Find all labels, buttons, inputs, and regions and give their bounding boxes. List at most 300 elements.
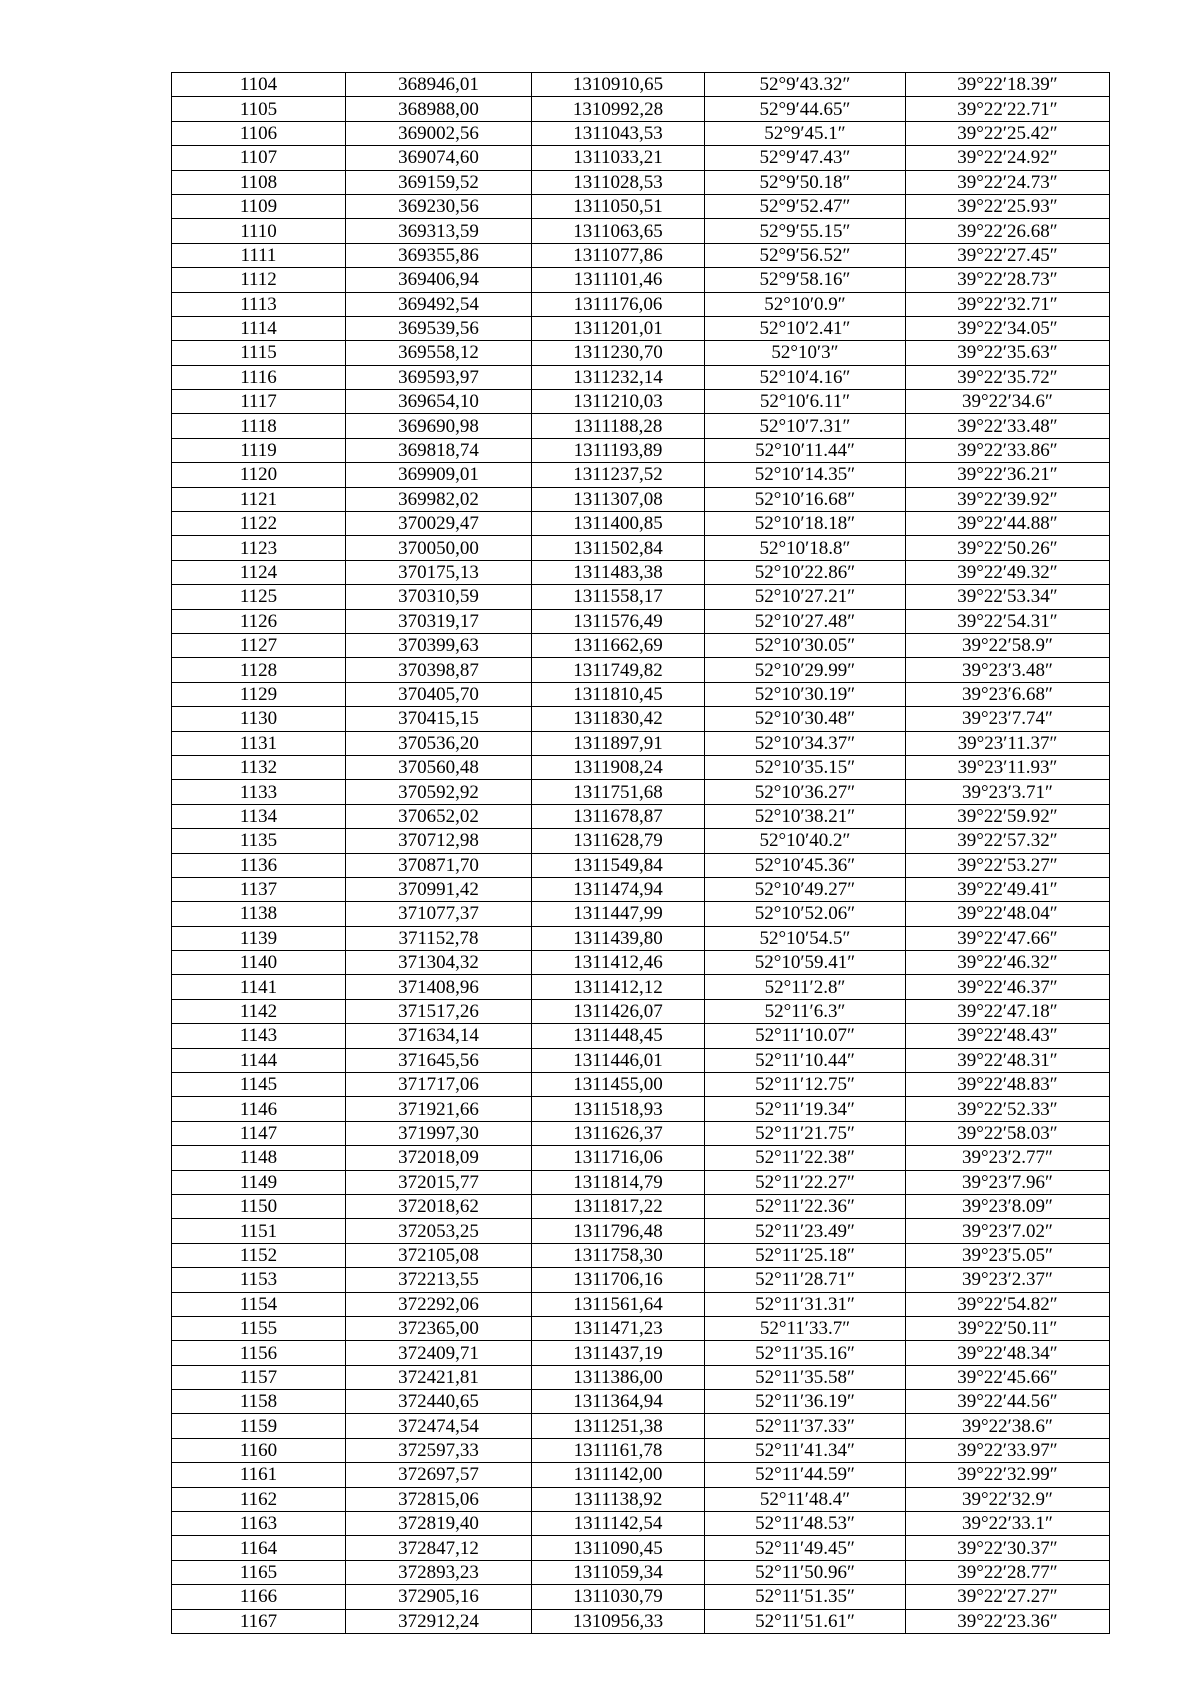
table-row	[172, 1268, 1110, 1292]
longitude-cell: 39°22′32.71″	[906, 292, 1110, 316]
latitude-cell: 52°11′22.27″	[705, 1170, 906, 1194]
x-coordinate-cell: 369558,12	[346, 341, 532, 365]
longitude-cell: 39°22′52.33″	[906, 1097, 1110, 1121]
x-coordinate-cell: 371997,30	[346, 1121, 532, 1145]
table-row	[172, 316, 1110, 340]
y-coordinate-cell: 1311662,69	[532, 633, 705, 657]
longitude-cell: 39°22′18.39″	[906, 73, 1110, 97]
point-number-cell: 1155	[172, 1316, 346, 1340]
point-number-cell: 1106	[172, 121, 346, 145]
x-coordinate-cell: 372365,00	[346, 1316, 532, 1340]
x-coordinate-cell: 372018,62	[346, 1194, 532, 1218]
x-coordinate-cell: 370050,00	[346, 536, 532, 560]
point-number-cell: 1124	[172, 560, 346, 584]
table-row	[172, 1341, 1110, 1365]
x-coordinate-cell: 372292,06	[346, 1292, 532, 1316]
table-row	[172, 1390, 1110, 1414]
latitude-cell: 52°10′6.11″	[705, 390, 906, 414]
table-row	[172, 707, 1110, 731]
longitude-cell: 39°22′23.36″	[906, 1609, 1110, 1633]
table-row	[172, 219, 1110, 243]
longitude-cell: 39°22′24.92″	[906, 146, 1110, 170]
point-number-cell: 1147	[172, 1121, 346, 1145]
point-number-cell: 1105	[172, 97, 346, 121]
y-coordinate-cell: 1311678,87	[532, 804, 705, 828]
point-number-cell: 1129	[172, 682, 346, 706]
x-coordinate-cell: 370991,42	[346, 877, 532, 901]
latitude-cell: 52°11′31.31″	[705, 1292, 906, 1316]
latitude-cell: 52°11′36.19″	[705, 1390, 906, 1414]
point-number-cell: 1126	[172, 609, 346, 633]
x-coordinate-cell: 370592,92	[346, 780, 532, 804]
latitude-cell: 52°10′36.27″	[705, 780, 906, 804]
table-row	[172, 560, 1110, 584]
y-coordinate-cell: 1311483,38	[532, 560, 705, 584]
x-coordinate-cell: 369230,56	[346, 194, 532, 218]
point-number-cell: 1110	[172, 219, 346, 243]
y-coordinate-cell: 1311364,94	[532, 1390, 705, 1414]
table-row	[172, 731, 1110, 755]
x-coordinate-cell: 371152,78	[346, 926, 532, 950]
table-row	[172, 512, 1110, 536]
table-row	[172, 97, 1110, 121]
longitude-cell: 39°22′57.32″	[906, 829, 1110, 853]
latitude-cell: 52°10′52.06″	[705, 902, 906, 926]
point-number-cell: 1158	[172, 1390, 346, 1414]
x-coordinate-cell: 371634,14	[346, 1024, 532, 1048]
point-number-cell: 1118	[172, 414, 346, 438]
y-coordinate-cell: 1311138,92	[532, 1487, 705, 1511]
x-coordinate-cell: 369818,74	[346, 438, 532, 462]
longitude-cell: 39°23′7.74″	[906, 707, 1110, 731]
table-row	[172, 1146, 1110, 1170]
longitude-cell: 39°22′35.63″	[906, 341, 1110, 365]
latitude-cell: 52°11′6.3″	[705, 999, 906, 1023]
y-coordinate-cell: 1311474,94	[532, 877, 705, 901]
point-number-cell: 1120	[172, 463, 346, 487]
point-number-cell: 1162	[172, 1487, 346, 1511]
point-number-cell: 1143	[172, 1024, 346, 1048]
longitude-cell: 39°22′45.66″	[906, 1365, 1110, 1389]
latitude-cell: 52°10′27.21″	[705, 585, 906, 609]
point-number-cell: 1144	[172, 1048, 346, 1072]
table-row	[172, 1560, 1110, 1584]
table-row	[172, 268, 1110, 292]
longitude-cell: 39°23′3.48″	[906, 658, 1110, 682]
point-number-cell: 1160	[172, 1438, 346, 1462]
point-number-cell: 1127	[172, 633, 346, 657]
point-number-cell: 1128	[172, 658, 346, 682]
table-row	[172, 1487, 1110, 1511]
y-coordinate-cell: 1311077,86	[532, 243, 705, 267]
table-row	[172, 1414, 1110, 1438]
longitude-cell: 39°23′6.68″	[906, 682, 1110, 706]
point-number-cell: 1123	[172, 536, 346, 560]
latitude-cell: 52°10′11.44″	[705, 438, 906, 462]
x-coordinate-cell: 372905,16	[346, 1585, 532, 1609]
longitude-cell: 39°23′2.37″	[906, 1268, 1110, 1292]
longitude-cell: 39°22′58.9″	[906, 633, 1110, 657]
latitude-cell: 52°11′48.53″	[705, 1512, 906, 1536]
y-coordinate-cell: 1311188,28	[532, 414, 705, 438]
longitude-cell: 39°22′28.77″	[906, 1560, 1110, 1584]
longitude-cell: 39°22′33.86″	[906, 438, 1110, 462]
point-number-cell: 1145	[172, 1073, 346, 1097]
y-coordinate-cell: 1310956,33	[532, 1609, 705, 1633]
x-coordinate-cell: 370405,70	[346, 682, 532, 706]
x-coordinate-cell: 370399,63	[346, 633, 532, 657]
point-number-cell: 1111	[172, 243, 346, 267]
longitude-cell: 39°22′32.99″	[906, 1463, 1110, 1487]
y-coordinate-cell: 1311426,07	[532, 999, 705, 1023]
table-row	[172, 1365, 1110, 1389]
longitude-cell: 39°22′27.45″	[906, 243, 1110, 267]
table-row	[172, 902, 1110, 926]
longitude-cell: 39°22′47.66″	[906, 926, 1110, 950]
y-coordinate-cell: 1311251,38	[532, 1414, 705, 1438]
latitude-cell: 52°10′3″	[705, 341, 906, 365]
latitude-cell: 52°11′23.49″	[705, 1219, 906, 1243]
table-row	[172, 365, 1110, 389]
point-number-cell: 1113	[172, 292, 346, 316]
point-number-cell: 1161	[172, 1463, 346, 1487]
y-coordinate-cell: 1311063,65	[532, 219, 705, 243]
y-coordinate-cell: 1311201,01	[532, 316, 705, 340]
latitude-cell: 52°10′7.31″	[705, 414, 906, 438]
latitude-cell: 52°11′51.35″	[705, 1585, 906, 1609]
point-number-cell: 1135	[172, 829, 346, 853]
table-row	[172, 951, 1110, 975]
longitude-cell: 39°22′50.26″	[906, 536, 1110, 560]
y-coordinate-cell: 1311716,06	[532, 1146, 705, 1170]
y-coordinate-cell: 1311455,00	[532, 1073, 705, 1097]
x-coordinate-cell: 370175,13	[346, 560, 532, 584]
table-row	[172, 755, 1110, 779]
table-row	[172, 658, 1110, 682]
longitude-cell: 39°22′54.82″	[906, 1292, 1110, 1316]
y-coordinate-cell: 1311030,79	[532, 1585, 705, 1609]
table-row	[172, 341, 1110, 365]
y-coordinate-cell: 1311751,68	[532, 780, 705, 804]
y-coordinate-cell: 1311101,46	[532, 268, 705, 292]
longitude-cell: 39°22′26.68″	[906, 219, 1110, 243]
x-coordinate-cell: 372597,33	[346, 1438, 532, 1462]
y-coordinate-cell: 1311161,78	[532, 1438, 705, 1462]
point-number-cell: 1108	[172, 170, 346, 194]
y-coordinate-cell: 1311576,49	[532, 609, 705, 633]
latitude-cell: 52°11′51.61″	[705, 1609, 906, 1633]
x-coordinate-cell: 372015,77	[346, 1170, 532, 1194]
x-coordinate-cell: 372409,71	[346, 1341, 532, 1365]
y-coordinate-cell: 1311230,70	[532, 341, 705, 365]
longitude-cell: 39°22′28.73″	[906, 268, 1110, 292]
longitude-cell: 39°22′34.6″	[906, 390, 1110, 414]
latitude-cell: 52°10′27.48″	[705, 609, 906, 633]
point-number-cell: 1157	[172, 1365, 346, 1389]
point-number-cell: 1139	[172, 926, 346, 950]
point-number-cell: 1150	[172, 1194, 346, 1218]
longitude-cell: 39°22′33.48″	[906, 414, 1110, 438]
latitude-cell: 52°11′19.34″	[705, 1097, 906, 1121]
coordinates-table-body	[172, 73, 1110, 1634]
point-number-cell: 1117	[172, 390, 346, 414]
point-number-cell: 1153	[172, 1268, 346, 1292]
table-row	[172, 780, 1110, 804]
table-row	[172, 585, 1110, 609]
longitude-cell: 39°22′22.71″	[906, 97, 1110, 121]
table-row	[172, 170, 1110, 194]
latitude-cell: 52°10′49.27″	[705, 877, 906, 901]
y-coordinate-cell: 1311033,21	[532, 146, 705, 170]
longitude-cell: 39°22′33.97″	[906, 1438, 1110, 1462]
point-number-cell: 1133	[172, 780, 346, 804]
y-coordinate-cell: 1311758,30	[532, 1243, 705, 1267]
x-coordinate-cell: 369539,56	[346, 316, 532, 340]
point-number-cell: 1115	[172, 341, 346, 365]
latitude-cell: 52°10′29.99″	[705, 658, 906, 682]
latitude-cell: 52°9′52.47″	[705, 194, 906, 218]
latitude-cell: 52°10′30.19″	[705, 682, 906, 706]
point-number-cell: 1136	[172, 853, 346, 877]
y-coordinate-cell: 1311626,37	[532, 1121, 705, 1145]
latitude-cell: 52°11′50.96″	[705, 1560, 906, 1584]
table-row	[172, 1097, 1110, 1121]
latitude-cell: 52°9′55.15″	[705, 219, 906, 243]
y-coordinate-cell: 1311448,45	[532, 1024, 705, 1048]
table-row	[172, 1219, 1110, 1243]
latitude-cell: 52°11′41.34″	[705, 1438, 906, 1462]
longitude-cell: 39°22′50.11″	[906, 1316, 1110, 1340]
longitude-cell: 39°22′48.43″	[906, 1024, 1110, 1048]
latitude-cell: 52°11′44.59″	[705, 1463, 906, 1487]
y-coordinate-cell: 1311518,93	[532, 1097, 705, 1121]
table-row	[172, 1243, 1110, 1267]
table-row	[172, 146, 1110, 170]
latitude-cell: 52°11′28.71″	[705, 1268, 906, 1292]
x-coordinate-cell: 372105,08	[346, 1243, 532, 1267]
longitude-cell: 39°22′36.21″	[906, 463, 1110, 487]
latitude-cell: 52°11′10.44″	[705, 1048, 906, 1072]
point-number-cell: 1159	[172, 1414, 346, 1438]
table-row	[172, 1463, 1110, 1487]
y-coordinate-cell: 1311817,22	[532, 1194, 705, 1218]
x-coordinate-cell: 371304,32	[346, 951, 532, 975]
longitude-cell: 39°22′44.56″	[906, 1390, 1110, 1414]
y-coordinate-cell: 1310910,65	[532, 73, 705, 97]
table-row	[172, 877, 1110, 901]
point-number-cell: 1165	[172, 1560, 346, 1584]
x-coordinate-cell: 370652,02	[346, 804, 532, 828]
x-coordinate-cell: 369492,54	[346, 292, 532, 316]
point-number-cell: 1130	[172, 707, 346, 731]
latitude-cell: 52°11′33.7″	[705, 1316, 906, 1340]
longitude-cell: 39°23′5.05″	[906, 1243, 1110, 1267]
point-number-cell: 1140	[172, 951, 346, 975]
longitude-cell: 39°22′53.34″	[906, 585, 1110, 609]
y-coordinate-cell: 1311028,53	[532, 170, 705, 194]
y-coordinate-cell: 1311142,54	[532, 1512, 705, 1536]
y-coordinate-cell: 1311897,91	[532, 731, 705, 755]
x-coordinate-cell: 368988,00	[346, 97, 532, 121]
table-row	[172, 1292, 1110, 1316]
y-coordinate-cell: 1311412,12	[532, 975, 705, 999]
x-coordinate-cell: 372815,06	[346, 1487, 532, 1511]
coordinates-table	[171, 72, 1110, 1634]
latitude-cell: 52°11′25.18″	[705, 1243, 906, 1267]
x-coordinate-cell: 371517,26	[346, 999, 532, 1023]
latitude-cell: 52°9′45.1″	[705, 121, 906, 145]
longitude-cell: 39°22′53.27″	[906, 853, 1110, 877]
table-row	[172, 1048, 1110, 1072]
y-coordinate-cell: 1311400,85	[532, 512, 705, 536]
longitude-cell: 39°22′48.31″	[906, 1048, 1110, 1072]
table-row	[172, 1536, 1110, 1560]
x-coordinate-cell: 372912,24	[346, 1609, 532, 1633]
point-number-cell: 1132	[172, 755, 346, 779]
point-number-cell: 1138	[172, 902, 346, 926]
x-coordinate-cell: 372440,65	[346, 1390, 532, 1414]
table-row	[172, 1194, 1110, 1218]
latitude-cell: 52°9′47.43″	[705, 146, 906, 170]
point-number-cell: 1163	[172, 1512, 346, 1536]
longitude-cell: 39°22′24.73″	[906, 170, 1110, 194]
table-row	[172, 1024, 1110, 1048]
latitude-cell: 52°11′35.16″	[705, 1341, 906, 1365]
y-coordinate-cell: 1311439,80	[532, 926, 705, 950]
latitude-cell: 52°10′54.5″	[705, 926, 906, 950]
point-number-cell: 1146	[172, 1097, 346, 1121]
table-row	[172, 829, 1110, 853]
table-row	[172, 1170, 1110, 1194]
latitude-cell: 52°10′35.15″	[705, 755, 906, 779]
latitude-cell: 52°11′2.8″	[705, 975, 906, 999]
longitude-cell: 39°23′11.93″	[906, 755, 1110, 779]
longitude-cell: 39°22′46.37″	[906, 975, 1110, 999]
table-row	[172, 487, 1110, 511]
point-number-cell: 1164	[172, 1536, 346, 1560]
longitude-cell: 39°23′2.77″	[906, 1146, 1110, 1170]
latitude-cell: 52°10′40.2″	[705, 829, 906, 853]
longitude-cell: 39°22′30.37″	[906, 1536, 1110, 1560]
longitude-cell: 39°22′49.41″	[906, 877, 1110, 901]
point-number-cell: 1142	[172, 999, 346, 1023]
table-row	[172, 999, 1110, 1023]
y-coordinate-cell: 1311628,79	[532, 829, 705, 853]
longitude-cell: 39°22′48.83″	[906, 1073, 1110, 1097]
point-number-cell: 1141	[172, 975, 346, 999]
latitude-cell: 52°11′21.75″	[705, 1121, 906, 1145]
y-coordinate-cell: 1311050,51	[532, 194, 705, 218]
y-coordinate-cell: 1311830,42	[532, 707, 705, 731]
x-coordinate-cell: 371077,37	[346, 902, 532, 926]
table-row	[172, 926, 1110, 950]
latitude-cell: 52°9′43.32″	[705, 73, 906, 97]
y-coordinate-cell: 1311446,01	[532, 1048, 705, 1072]
x-coordinate-cell: 368946,01	[346, 73, 532, 97]
longitude-cell: 39°23′7.02″	[906, 1219, 1110, 1243]
latitude-cell: 52°11′35.58″	[705, 1365, 906, 1389]
y-coordinate-cell: 1310992,28	[532, 97, 705, 121]
longitude-cell: 39°22′25.42″	[906, 121, 1110, 145]
point-number-cell: 1119	[172, 438, 346, 462]
longitude-cell: 39°22′39.92″	[906, 487, 1110, 511]
y-coordinate-cell: 1311561,64	[532, 1292, 705, 1316]
longitude-cell: 39°23′3.71″	[906, 780, 1110, 804]
x-coordinate-cell: 370415,15	[346, 707, 532, 731]
x-coordinate-cell: 370398,87	[346, 658, 532, 682]
latitude-cell: 52°10′18.18″	[705, 512, 906, 536]
point-number-cell: 1107	[172, 146, 346, 170]
longitude-cell: 39°22′46.32″	[906, 951, 1110, 975]
table-row	[172, 804, 1110, 828]
point-number-cell: 1121	[172, 487, 346, 511]
y-coordinate-cell: 1311176,06	[532, 292, 705, 316]
x-coordinate-cell: 371408,96	[346, 975, 532, 999]
longitude-cell: 39°22′59.92″	[906, 804, 1110, 828]
latitude-cell: 52°10′4.16″	[705, 365, 906, 389]
x-coordinate-cell: 370310,59	[346, 585, 532, 609]
longitude-cell: 39°22′25.93″	[906, 194, 1110, 218]
table-row	[172, 1512, 1110, 1536]
table-row	[172, 682, 1110, 706]
x-coordinate-cell: 371717,06	[346, 1073, 532, 1097]
longitude-cell: 39°22′47.18″	[906, 999, 1110, 1023]
x-coordinate-cell: 371645,56	[346, 1048, 532, 1072]
point-number-cell: 1156	[172, 1341, 346, 1365]
longitude-cell: 39°22′48.34″	[906, 1341, 1110, 1365]
point-number-cell: 1154	[172, 1292, 346, 1316]
y-coordinate-cell: 1311237,52	[532, 463, 705, 487]
latitude-cell: 52°11′22.38″	[705, 1146, 906, 1170]
point-number-cell: 1134	[172, 804, 346, 828]
point-number-cell: 1112	[172, 268, 346, 292]
x-coordinate-cell: 369654,10	[346, 390, 532, 414]
latitude-cell: 52°10′22.86″	[705, 560, 906, 584]
point-number-cell: 1166	[172, 1585, 346, 1609]
x-coordinate-cell: 369159,52	[346, 170, 532, 194]
latitude-cell: 52°10′2.41″	[705, 316, 906, 340]
point-number-cell: 1167	[172, 1609, 346, 1633]
y-coordinate-cell: 1311090,45	[532, 1536, 705, 1560]
x-coordinate-cell: 372421,81	[346, 1365, 532, 1389]
y-coordinate-cell: 1311210,03	[532, 390, 705, 414]
longitude-cell: 39°22′44.88″	[906, 512, 1110, 536]
latitude-cell: 52°11′10.07″	[705, 1024, 906, 1048]
latitude-cell: 52°10′59.41″	[705, 951, 906, 975]
table-row	[172, 414, 1110, 438]
table-row	[172, 1316, 1110, 1340]
table-row	[172, 463, 1110, 487]
longitude-cell: 39°22′32.9″	[906, 1487, 1110, 1511]
table-row	[172, 73, 1110, 97]
y-coordinate-cell: 1311796,48	[532, 1219, 705, 1243]
table-row	[172, 121, 1110, 145]
latitude-cell: 52°10′16.68″	[705, 487, 906, 511]
table-row	[172, 438, 1110, 462]
longitude-cell: 39°23′7.96″	[906, 1170, 1110, 1194]
x-coordinate-cell: 369690,98	[346, 414, 532, 438]
x-coordinate-cell: 370029,47	[346, 512, 532, 536]
point-number-cell: 1125	[172, 585, 346, 609]
y-coordinate-cell: 1311412,46	[532, 951, 705, 975]
y-coordinate-cell: 1311502,84	[532, 536, 705, 560]
x-coordinate-cell: 372053,25	[346, 1219, 532, 1243]
y-coordinate-cell: 1311814,79	[532, 1170, 705, 1194]
table-row	[172, 975, 1110, 999]
longitude-cell: 39°22′54.31″	[906, 609, 1110, 633]
latitude-cell: 52°9′58.16″	[705, 268, 906, 292]
x-coordinate-cell: 372847,12	[346, 1536, 532, 1560]
